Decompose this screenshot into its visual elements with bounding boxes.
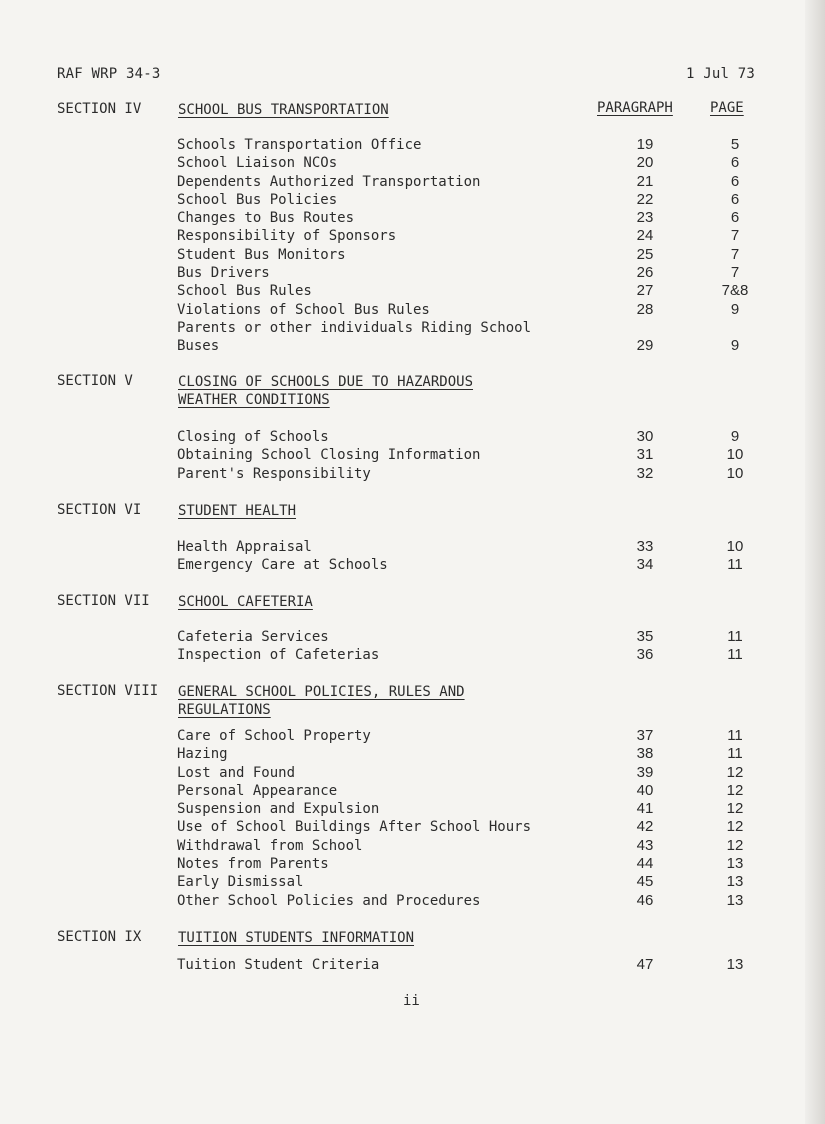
entry-paragraph: 37 <box>636 727 654 744</box>
toc-entry <box>0 855 805 873</box>
toc-entry <box>0 646 805 664</box>
section-title: TUITION STUDENTS INFORMATION <box>178 930 415 946</box>
entry-title: Inspection of Cafeterias <box>177 647 380 664</box>
page-number: ii <box>403 993 420 1009</box>
section-label: SECTION IV <box>57 101 142 117</box>
toc-entry <box>0 301 805 319</box>
entry-title: Changes to Bus Routes <box>177 210 355 227</box>
toc-entry <box>0 154 805 172</box>
section-title <box>178 373 473 409</box>
entry-paragraph: 33 <box>636 538 654 555</box>
section-viii-entries <box>0 727 805 910</box>
section-title-line: REGULATIONS <box>178 702 271 718</box>
page-column-header: PAGE <box>710 100 744 116</box>
toc-entry <box>0 136 805 154</box>
entry-paragraph: 27 <box>636 282 654 300</box>
entry-title: School Bus Rules <box>177 283 312 300</box>
document-id: RAF WRP 34-3 <box>57 66 161 82</box>
section-label: SECTION VII <box>57 593 150 609</box>
entry-title: Violations of School Bus Rules <box>177 301 430 318</box>
entry-paragraph: 28 <box>636 300 654 318</box>
section-label: SECTION V <box>57 373 133 389</box>
entry-page: 12 <box>726 800 744 818</box>
toc-entry <box>0 264 805 282</box>
section-title-line: GENERAL SCHOOL POLICIES, RULES AND <box>178 684 465 700</box>
toc-entry <box>0 873 805 891</box>
entry-title: Notes from Parents <box>177 856 329 873</box>
entry-page: 10 <box>726 464 744 482</box>
entry-paragraph: 36 <box>636 646 654 664</box>
entry-page: 7 <box>730 245 740 263</box>
section-title: STUDENT HEALTH <box>178 503 297 519</box>
entry-paragraph: 46 <box>636 891 654 909</box>
entry-title: Parent's Responsibility <box>177 465 371 482</box>
entry-paragraph: 43 <box>636 836 654 854</box>
entry-page: 10 <box>726 446 744 464</box>
entry-page: 5 <box>730 136 740 153</box>
section-iv-entries <box>0 136 805 356</box>
section-title-line: WEATHER CONDITIONS <box>178 392 330 408</box>
entry-page: 7&8 <box>721 282 749 300</box>
toc-entry <box>0 745 805 763</box>
toc-entry <box>0 282 805 300</box>
entry-title: Parents or other individuals Riding School Buses <box>177 319 532 355</box>
entry-title: Use of School Buildings After School Hours <box>177 819 532 836</box>
entry-paragraph: 44 <box>636 855 654 873</box>
entry-title: Closing of Schools <box>177 429 329 445</box>
entry-page: 12 <box>726 836 744 854</box>
entry-page: 6 <box>730 172 740 190</box>
entry-paragraph: 21 <box>636 172 654 190</box>
section-title-line: CLOSING OF SCHOOLS DUE TO HAZARDOUS <box>178 374 474 390</box>
section-v-entries <box>0 428 805 483</box>
entry-page: 11 <box>727 646 743 664</box>
toc-entry <box>0 956 805 974</box>
entry-title: Early Dismissal <box>177 874 304 891</box>
entry-page: 9 <box>730 428 740 445</box>
entry-page: 12 <box>726 763 744 781</box>
section-label: SECTION VIII <box>57 683 159 699</box>
entry-page: 11 <box>727 727 743 744</box>
entry-title: School Bus Policies <box>177 191 338 208</box>
entry-paragraph: 31 <box>636 446 654 464</box>
toc-entry <box>0 465 805 483</box>
entry-paragraph: 26 <box>636 264 654 282</box>
entry-page: 6 <box>730 154 740 172</box>
entry-paragraph: 32 <box>636 464 654 482</box>
toc-entry <box>0 538 805 556</box>
entry-title: School Liaison NCOs <box>177 155 338 172</box>
entry-paragraph: 30 <box>636 428 654 445</box>
toc-entry <box>0 209 805 227</box>
entry-paragraph: 23 <box>636 209 654 227</box>
entry-page: 9 <box>730 337 740 355</box>
toc-entry <box>0 246 805 264</box>
entry-title: Dependents Authorized Transportation <box>177 173 481 190</box>
entry-paragraph: 20 <box>636 154 654 172</box>
toc-entry <box>0 173 805 191</box>
section-ix-entries <box>0 956 805 974</box>
toc-entry <box>0 800 805 818</box>
section-title: SCHOOL BUS TRANSPORTATION <box>178 102 389 118</box>
entry-title: Suspension and Expulsion <box>177 801 380 818</box>
section-vii-entries <box>0 628 805 665</box>
entry-paragraph: 38 <box>636 745 654 763</box>
paragraph-column-header: PARAGRAPH <box>597 100 673 116</box>
toc-entry <box>0 428 805 446</box>
toc-entry <box>0 319 805 356</box>
entry-page: 7 <box>730 227 740 245</box>
entry-page: 9 <box>730 300 740 318</box>
toc-entry <box>0 446 805 464</box>
entry-paragraph: 34 <box>636 556 654 574</box>
entry-title: Personal Appearance <box>177 782 338 799</box>
entry-paragraph: 35 <box>636 628 654 645</box>
entry-page: 10 <box>726 538 744 555</box>
entry-title: Health Appraisal <box>177 539 312 555</box>
entry-paragraph: 41 <box>636 800 654 818</box>
entry-title: Obtaining School Closing Information <box>177 447 481 464</box>
toc-entry <box>0 727 805 745</box>
entry-page: 6 <box>730 209 740 227</box>
entry-paragraph: 24 <box>636 227 654 245</box>
entry-title: Cafeteria Services <box>177 629 329 645</box>
entry-page: 13 <box>726 891 744 909</box>
entry-page: 11 <box>727 556 743 574</box>
entry-page: 7 <box>730 264 740 282</box>
entry-paragraph: 19 <box>636 136 654 153</box>
entry-page: 11 <box>727 628 743 645</box>
entry-title: Emergency Care at Schools <box>177 557 388 574</box>
entry-title: Hazing <box>177 746 228 763</box>
entry-page: 13 <box>726 855 744 873</box>
entry-title: Bus Drivers <box>177 265 270 282</box>
entry-paragraph: 22 <box>636 190 654 208</box>
entry-paragraph: 29 <box>636 337 654 355</box>
toc-entry <box>0 191 805 209</box>
section-label: SECTION VI <box>57 502 142 518</box>
entry-title: Schools Transportation Office <box>177 137 422 153</box>
entry-title: Other School Policies and Procedures <box>177 892 481 909</box>
entry-paragraph: 45 <box>636 873 654 891</box>
section-label: SECTION IX <box>57 929 142 945</box>
toc-entry <box>0 782 805 800</box>
toc-entry <box>0 628 805 646</box>
entry-page: 12 <box>726 781 744 799</box>
entry-paragraph: 39 <box>636 763 654 781</box>
toc-entry <box>0 892 805 910</box>
entry-title: Responsibility of Sponsors <box>177 228 397 245</box>
toc-entry <box>0 227 805 245</box>
document-date: 1 Jul 73 <box>686 66 756 82</box>
entry-paragraph: 40 <box>636 781 654 799</box>
entry-title: Tuition Student Criteria <box>177 957 380 973</box>
entry-paragraph: 47 <box>636 956 654 973</box>
entry-page: 11 <box>727 745 743 763</box>
entry-title: Lost and Found <box>177 764 296 781</box>
section-vi-entries <box>0 538 805 575</box>
entry-page: 12 <box>726 818 744 836</box>
page-edge-shadow <box>805 0 825 1124</box>
toc-entry <box>0 764 805 782</box>
entry-paragraph: 42 <box>636 818 654 836</box>
toc-entry <box>0 837 805 855</box>
toc-entry <box>0 556 805 574</box>
section-title <box>178 683 465 719</box>
section-title: SCHOOL CAFETERIA <box>178 594 313 610</box>
entry-page: 6 <box>730 190 740 208</box>
entry-title: Care of School Property <box>177 728 371 744</box>
entry-page: 13 <box>726 873 744 891</box>
entry-title: Student Bus Monitors <box>177 246 346 263</box>
entry-page: 13 <box>726 956 744 973</box>
toc-entry <box>0 818 805 836</box>
entry-paragraph: 25 <box>636 245 654 263</box>
entry-title: Withdrawal from School <box>177 837 363 854</box>
